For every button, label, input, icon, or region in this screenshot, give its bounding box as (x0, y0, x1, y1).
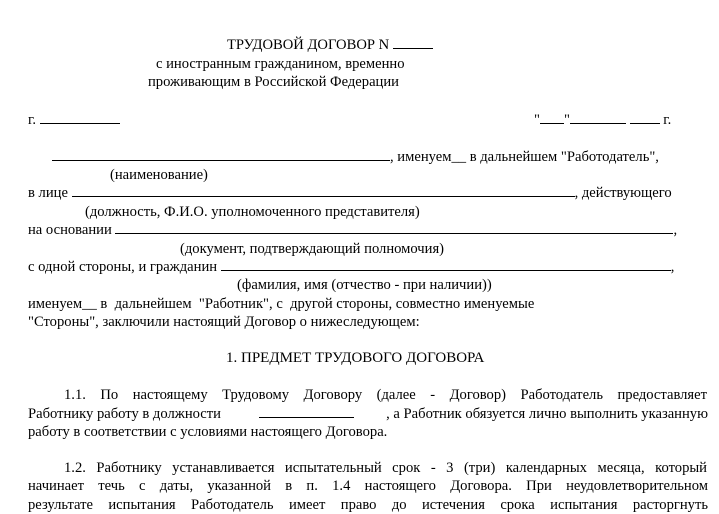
basis-document-field[interactable] (115, 221, 673, 234)
year-label: г. (663, 112, 672, 128)
paragraph-1-2-line-3: результате испытания Работодатель имеет право до истечения срока испытания расторгнуть (28, 497, 708, 513)
represented-by-line (28, 184, 672, 202)
paragraph-1-1-line-2 (28, 405, 708, 423)
basis-line (28, 221, 677, 239)
citizen-label: с одной стороны, и гражданин (28, 259, 218, 275)
paragraph-1-2-line-2: начинает течь с даты, указанной в п. 1.4 настоящего Договора. При неудовлетворительном (28, 478, 708, 494)
p1-line2-prefix: Работнику работу в должности (28, 406, 221, 422)
section-1-heading: 1. ПРЕДМЕТ ТРУДОВОГО ДОГОВОРА (226, 350, 485, 366)
year-field[interactable] (630, 111, 660, 124)
basis-suffix: , (673, 222, 678, 238)
city-line (28, 111, 120, 129)
represented-by-suffix: , действующего (574, 185, 672, 201)
p1-line2-suffix: , а Работник обязуется лично выполнить указанную (386, 406, 708, 422)
citizen-hint: (фамилия, имя (отчество - при наличии)) (237, 277, 492, 293)
document-title-text: ТРУДОВОЙ ДОГОВОР N (227, 37, 390, 53)
city-field[interactable] (40, 111, 120, 124)
employee-designation-line: именуем__ в дальнейшем "Работник", с другой стороны, совместно именуемые (28, 296, 535, 312)
paragraph-1-2-line-1: 1.2. Работнику устанавливается испытательный срок - 3 (три) календарных месяца, который (64, 460, 707, 476)
city-label: г. (28, 112, 36, 128)
parties-designation-line: "Стороны", заключили настоящий Договор о нижеследующем: (28, 314, 420, 330)
represented-by-label: в лице (28, 185, 68, 201)
employer-name-field[interactable] (52, 148, 390, 161)
position-field[interactable] (259, 405, 354, 418)
citizen-line (28, 258, 674, 276)
document-subtitle-line-2: проживающим в Российской Федерации (148, 74, 399, 90)
employer-line (52, 148, 659, 166)
basis-label: на основании (28, 222, 112, 238)
day-field[interactable] (540, 111, 564, 124)
date-line (534, 111, 671, 129)
citizen-name-field[interactable] (221, 258, 671, 271)
representative-field[interactable] (72, 184, 575, 197)
date-quote-close: " (563, 112, 570, 128)
representative-hint: (должность, Ф.И.О. уполномоченного представителя) (85, 204, 420, 220)
contract-number-field[interactable] (393, 36, 433, 49)
employer-hint: (наименование) (110, 167, 208, 183)
paragraph-1-1-line-3: работу в соответствии с условиями настоящего Договора. (28, 424, 388, 440)
citizen-suffix: , (670, 259, 675, 275)
date-quote-open: " (534, 112, 540, 128)
paragraph-1-1-line-1: 1.1. По настоящему Трудовому Договору (далее - Договор) Работодатель предоставляет (64, 387, 707, 403)
basis-hint: (документ, подтверждающий полномочия) (180, 241, 445, 257)
employer-suffix: , именуем__ в дальнейшем "Работодатель", (390, 149, 659, 165)
document-title (227, 36, 433, 54)
document-subtitle-line-1: с иностранным гражданином, временно (156, 56, 405, 72)
month-field[interactable] (570, 111, 626, 124)
